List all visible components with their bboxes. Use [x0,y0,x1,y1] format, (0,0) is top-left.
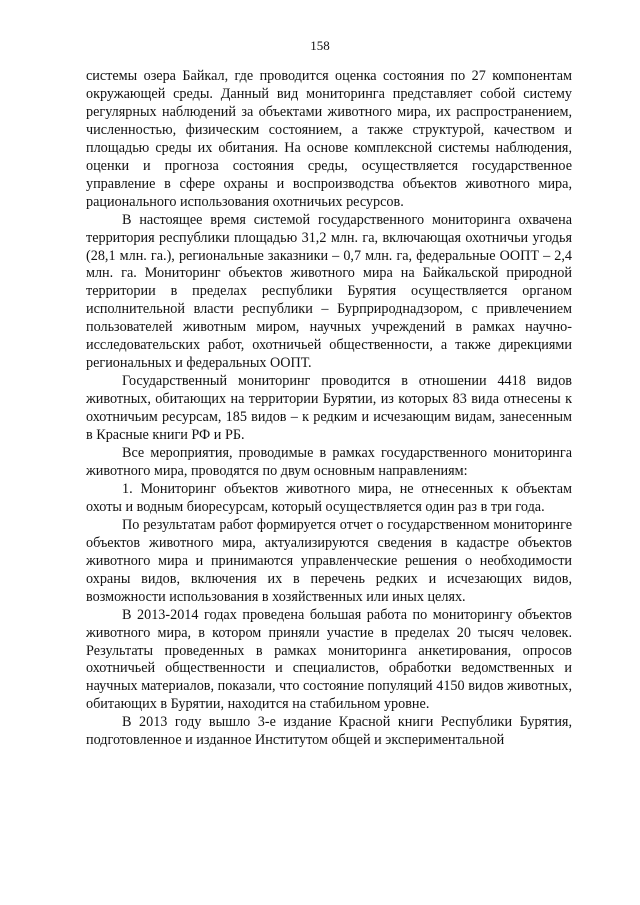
paragraph-red-book-edition: В 2013 году вышло 3-е издание Красной книги Республики Бурятия, подготовленное и изданное Институтом общей и экспериментальной [86,714,572,749]
paragraph-directions-intro: Все мероприятия, проводимые в рамках государственного мониторинга животного мира, проводятся по двум основным направлениям: [86,445,572,479]
paragraph-species-count: Государственный мониторинг проводится в отношении 4418 видов животных, обитающих на территории Бурятии, из которых 83 вида отнесены к охотничьим ресурсам, 185 видов – к редким и исчезающим видам, занесенным в Красные книги РФ и РБ. [86,373,572,444]
paragraph-monitoring-coverage: В настоящее время системой государственного мониторинга охвачена территория республики площадью 31,2 млн. га, включающая охотничьи угодья (28,1 млн. га.), региональные заказники – 0,7 млн. га, федеральные ООПТ – 2,4 млн. га. Мониторинг объектов животного мира на Байкальской природной территории в пределах республики Бурятия осуществляется органом исполнительной власти республики – Бурприроднадзором, с привлечением пользователей животным миром, научных учреждений в рамках научно-исследовательских работ, охотничьей общественности, а также дирекциями региональных и федеральных ООПТ. [86,211,572,372]
paragraph-2013-2014-work: В 2013-2014 годах проведена большая работа по мониторингу объектов животного мира, в котором приняли участие в пределах 20 тысяч человек. Результаты проведенных в рамках мониторинга анкетирования, опросов охотничьей общественности и специалистов, обработки ведомственных и научных материалов, показали, что состояние популяций 4150 видов животных, обитающих в Бурятии, находится на стабильном уровне. [86,606,572,713]
paragraph-report-results: По результатам работ формируется отчет о государственном мониторинге объектов животного мира, актуализируются сведения в кадастре объектов животного мира и принимаются управленческие решения о необходимости охраны видов, включения их в перечень редких и исчезающих видов, возможности использования в хозяйственных или иных целях. [86,516,572,605]
document-body [86,68,572,750]
paragraph-direction-1: 1. Мониторинг объектов животного мира, не отнесенных к объектам охоты и водным биоресурсам, который осуществляется один раз в три года. [86,480,572,515]
paragraph-continuation: системы озера Байкал, где проводится оценка состояния по 27 компонентам окружающей среды. Данный вид мониторинга представляет собой систему регулярных наблюдений за объектами животного мира, их распространением, численностью, физическим состоянием, а также структурой, качеством и площадью среды их обитания. На основе комплексной системы наблюдения, оценки и прогноза состояния среды, осуществляется государственное управление в сфере охраны и воспроизводства объектов животного мира, рационального использования охотничьих ресурсов. [86,68,572,210]
page-number: 158 [310,38,330,53]
